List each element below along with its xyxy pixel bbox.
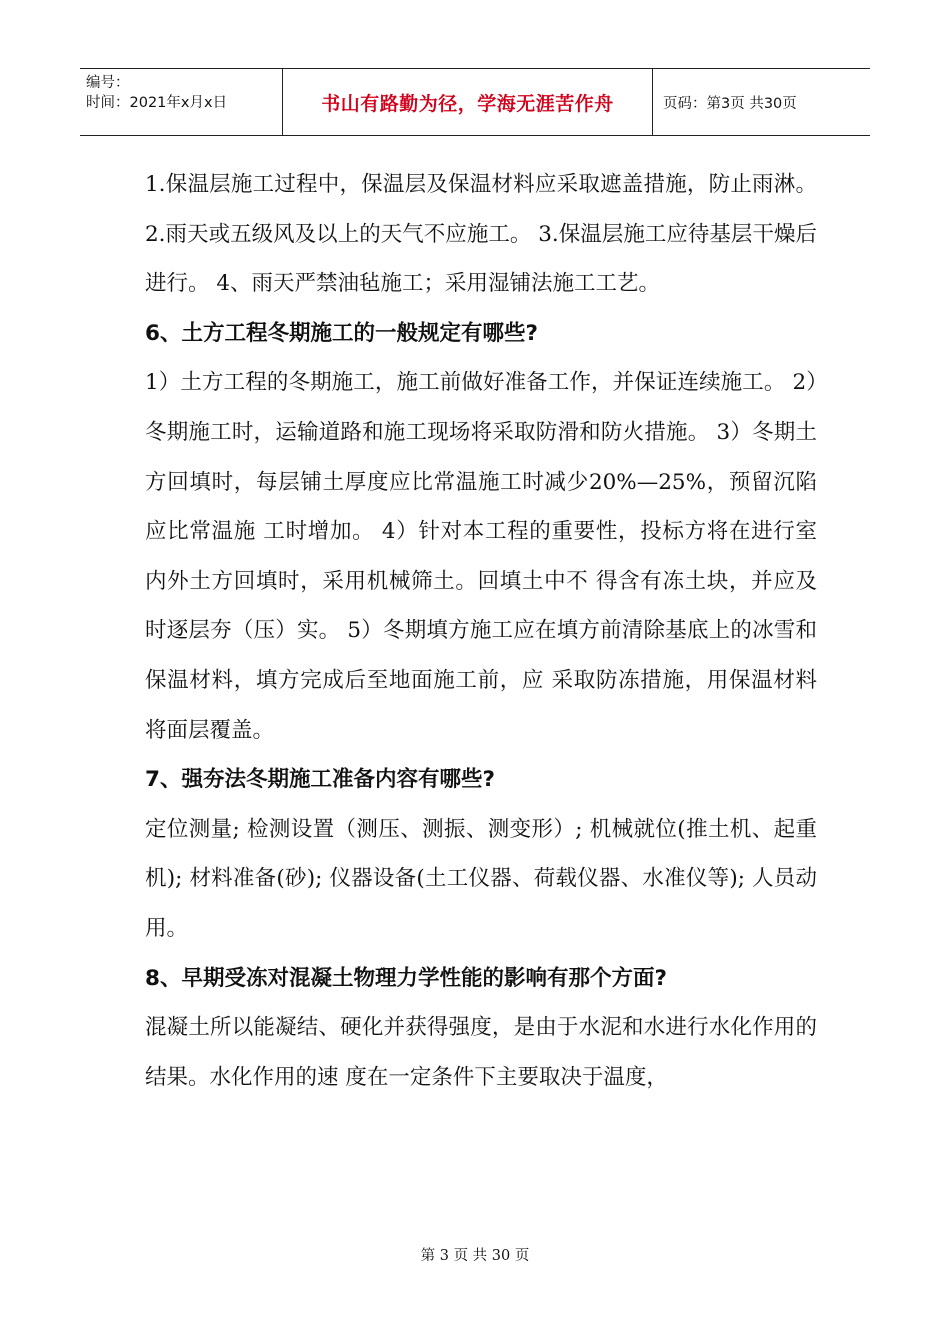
page-footer: 第 3 页 共 30 页 xyxy=(420,1248,530,1264)
header-meta xyxy=(80,69,283,135)
paragraph-dynamic-compaction-prep: 定位测量; 检测设置（测压、测振、测变形）; 机械就位(推土机、起重机); 材料准备(砂); 仪器设备(土工仪器、荷载仪器、水准仪等); 人员动用。 xyxy=(145,816,817,941)
paragraph-insulation-rules: 1.保温层施工过程中，保温层及保温材料应采取遮盖措施，防止雨淋。 2.雨天或五级风及以上的天气不应施工。 3.保温层施工应待基层干燥后进行。 4、雨天严禁油毡施工；采用湿铺法施工工艺。 xyxy=(145,172,817,297)
question-heading-7: 7、强夯法冬期施工准备内容有哪些? xyxy=(145,767,495,793)
document-time-label: 时间：2021年x月x日 xyxy=(86,95,228,111)
page-header xyxy=(80,68,870,136)
paragraph-concrete-frost: 混凝土所以能凝结、硬化并获得强度，是由于水泥和水进行水化作用的结果。水化作用的速 度在一定条件下主要取决于温度， xyxy=(145,1015,817,1090)
header-motto: 书山有路勤为径，学海无涯苦作舟 xyxy=(283,69,653,135)
question-heading-6: 6、土方工程冬期施工的一般规定有哪些? xyxy=(145,320,538,346)
header-page-info: 页码：第3页 共30页 xyxy=(663,95,797,112)
document-body xyxy=(145,160,817,1102)
document-number-label: 编号： xyxy=(86,75,130,91)
paragraph-earthwork-winter: 1）土方工程的冬期施工，施工前做好准备工作，并保证连续施工。 2）冬期施工时，运输道路和施工现场将采取防滑和防火措施。 3）冬期土方回填时，每层铺土厚度应比常温施工时减少20%—25%，预留沉陷应比常温施 工时增加。 4）针对本工程的重要性，投标方将在进行室内外土方回填时，采用机械筛土。回填土中不 得含有冻土块，并应及时逐层夯（压）实。 5）冬期填方施工应在填方前清除基底上的冰雪和保温材料，填方完成后至地面施工前，应 采取防冻措施，用保温材料将面层覆盖。 xyxy=(145,370,817,743)
question-heading-8: 8、早期受冻对混凝土物理力学性能的影响有那个方面? xyxy=(145,965,667,991)
